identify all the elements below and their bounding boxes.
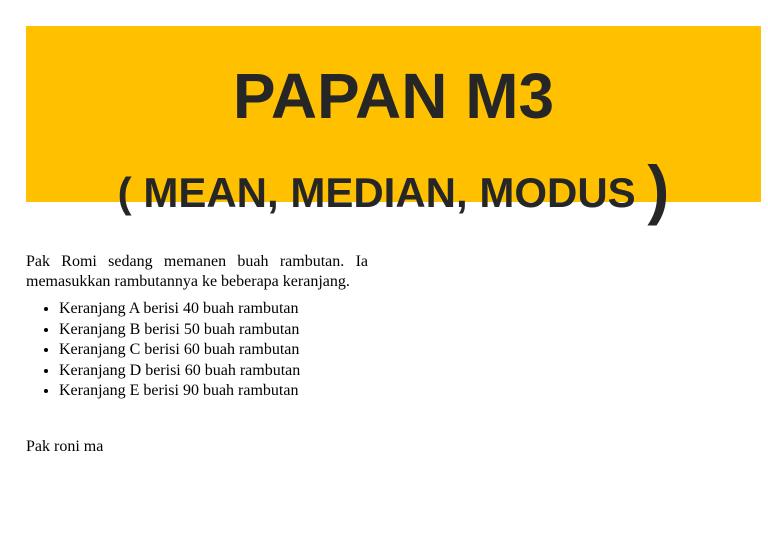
- trailing-text[interactable]: Pak roni ma: [26, 438, 104, 455]
- intro-paragraph: Pak Romi sedang memanen buah rambutan. Ia memasukkan rambutannya ke beberapa keranjang.: [26, 253, 368, 290]
- list-item: • Keranjang A berisi 40 buah rambutan: [59, 299, 300, 320]
- list-item: • Keranjang C berisi 60 buah rambutan: [59, 340, 300, 361]
- subtitle-close-paren: ): [647, 152, 670, 226]
- page-subtitle: [26, 154, 761, 228]
- subtitle-text: MEAN, MEDIAN, MODUS: [131, 169, 648, 216]
- list-item: • Keranjang B berisi 50 buah rambutan: [59, 320, 300, 341]
- title-banner: [26, 26, 761, 226]
- list-item: • Keranjang E berisi 90 buah rambutan: [59, 381, 300, 402]
- basket-list: [26, 299, 300, 402]
- list-item: • Keranjang D berisi 60 buah rambutan: [59, 361, 300, 382]
- page-title: PAPAN M3: [232, 60, 555, 132]
- subtitle-open-paren: (: [117, 169, 132, 216]
